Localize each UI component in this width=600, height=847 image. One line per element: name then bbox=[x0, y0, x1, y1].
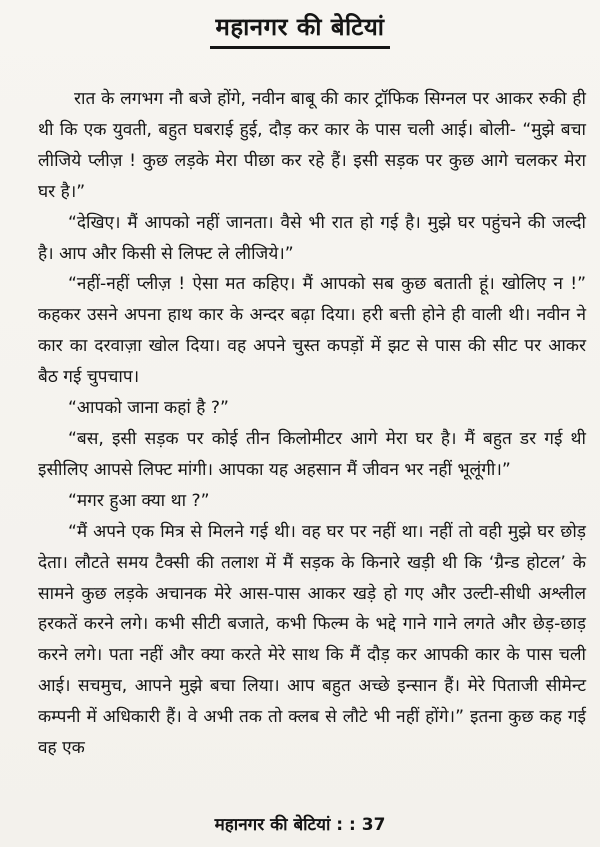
paragraph-2: “देखिए। मैं आपको नहीं जानता। वैसे भी रात हो गई है। मुझे घर पहुंचने की जल्दी है। आप और किसी से लिफ्ट ले लीजिये।” bbox=[38, 212, 586, 264]
title-block bbox=[0, 10, 600, 49]
paragraph-4: “आपको जाना कहां है ?” bbox=[68, 398, 229, 419]
chapter-title: महानगर की बेटियां bbox=[210, 10, 391, 49]
page-footer: महानगर की बेटियां : : 37 bbox=[214, 815, 386, 835]
paragraph-3: “नहीं-नहीं प्लीज़ ! ऐसा मत कहिए। मैं आपको सब कुछ बताती हूं। खोलिए न !” कहकर उसने अपना हाथ कार के अन्दर बढ़ा दिया। हरी बत्ती होने ही वाली थी। नवीन ने कार का दरवाज़ा खोल दिया। वह अपने चुस्त कपड़ों में झट से पास की सीट पर आकर बैठ गई चुपचाप। bbox=[38, 274, 586, 388]
paragraph-1: रात के लगभग नौ बजे होंगे, नवीन बाबू की कार ट्रॉफिक सिग्नल पर आकर रुकी ही थी कि एक युवती, बहुत घबराई हुई, दौड़ कर कार के पास चली आई। बोली- “मुझे बचा लीजिये प्लीज़ ! कुछ लड़के मेरा पीछा कर रहे हैं। इसी सड़क पर कुछ आगे चलकर मेरा घर है।” bbox=[38, 89, 586, 202]
paragraph-5: “बस, इसी सड़क पर कोई तीन किलोमीटर आगे मेरा घर है। मैं बहुत डर गई थी इसीलिए आपसे लिफ्ट मांगी। आपका यह अहसान मैं जीवन भर नहीं भूलूंगी।” bbox=[38, 428, 586, 480]
paragraph-6: “मगर हुआ क्या था ?” bbox=[68, 490, 210, 511]
paragraph-7: “मैं अपने एक मित्र से मिलने गई थी। वह घर पर नहीं था। नहीं तो वही मुझे घर छोड़ देता। लौटते समय टैक्सी की तलाश में मैं सड़क के किनारे खड़ी थी कि ‘ग्रैन्ड होटल’ के सामने कुछ लड़के अचानक मेरे आस-पास आकर खड़े हो गए और उल्टी-सीधी अश्लील हरकतें करने लगे। कभी सीटी बजाते, कभी फिल्म के भद्दे गाने गाने लगते और छेड़-छाड़ करने लगे। पता नहीं और क्या करते मेरे साथ कि मैं दौड़ कर आपकी कार के पास चली आई। सचमुच, आपने मुझे बचा लिया। आप बहुत अच्छे इन्सान हैं। मेरे पिताजी सीमेन्ट कम्पनी में अधिकारी हैं। वे अभी तक तो क्लब से लौटे भी नहीं होंगे।” इतना कुछ कह गई वह एक bbox=[38, 521, 586, 759]
body-text bbox=[38, 84, 586, 764]
